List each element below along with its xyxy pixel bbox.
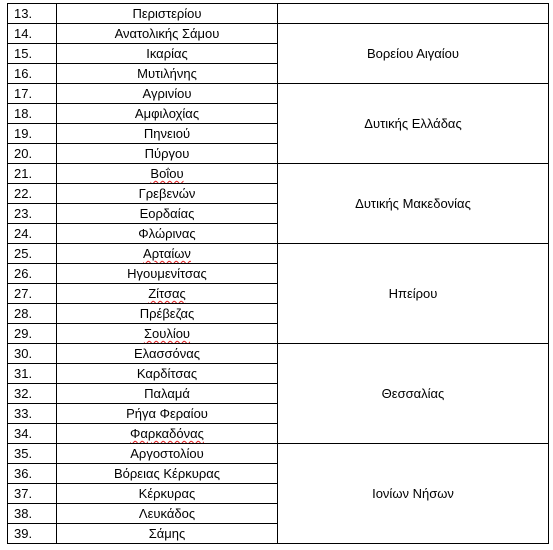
row-number: 37. — [8, 484, 57, 504]
row-name: Αμφιλοχίας — [57, 104, 278, 124]
table-row — [8, 24, 549, 44]
row-name: Αγρινίου — [57, 84, 278, 104]
row-number: 13. — [8, 4, 57, 24]
spellcheck-marked-text: Αρταίων — [143, 246, 191, 261]
row-name: Λευκάδος — [57, 504, 278, 524]
table-row — [8, 444, 549, 464]
row-name — [57, 324, 278, 344]
row-name — [57, 424, 278, 444]
table-row — [8, 244, 549, 264]
row-number: 35. — [8, 444, 57, 464]
row-number: 28. — [8, 304, 57, 324]
row-name: Κέρκυρας — [57, 484, 278, 504]
row-name — [57, 284, 278, 304]
row-number: 26. — [8, 264, 57, 284]
region-cell: Δυτικής Μακεδονίας — [278, 164, 549, 244]
row-name: Καρδίτσας — [57, 364, 278, 384]
row-number: 24. — [8, 224, 57, 244]
table-row — [8, 4, 549, 24]
row-number: 34. — [8, 424, 57, 444]
row-name: Παλαμά — [57, 384, 278, 404]
row-number: 31. — [8, 364, 57, 384]
spellcheck-marked-text: Σουλίου — [143, 326, 191, 341]
row-number: 22. — [8, 184, 57, 204]
region-cell: Ιονίων Νήσων — [278, 444, 549, 544]
row-number: 15. — [8, 44, 57, 64]
row-name: Γρεβενών — [57, 184, 278, 204]
row-number: 30. — [8, 344, 57, 364]
row-number: 19. — [8, 124, 57, 144]
row-name: Ρήγα Φεραίου — [57, 404, 278, 424]
region-cell: Δυτικής Ελλάδας — [278, 84, 549, 164]
row-name: Περιστερίου — [57, 4, 278, 24]
row-name: Φλώρινας — [57, 224, 278, 244]
spellcheck-marked-text: Ζίτσας — [148, 286, 186, 301]
row-name: Μυτιλήνης — [57, 64, 278, 84]
table-row — [8, 164, 549, 184]
row-number: 39. — [8, 524, 57, 544]
table-row — [8, 84, 549, 104]
row-number: 20. — [8, 144, 57, 164]
row-number: 18. — [8, 104, 57, 124]
row-number: 16. — [8, 64, 57, 84]
row-name: Αργοστολίου — [57, 444, 278, 464]
row-name: Σάμης — [57, 524, 278, 544]
row-number: 38. — [8, 504, 57, 524]
spellcheck-marked-text: Βοΐου — [150, 166, 184, 181]
row-name: Ελασσόνας — [57, 344, 278, 364]
row-name: Εορδαίας — [57, 204, 278, 224]
row-name: Πρέβεζας — [57, 304, 278, 324]
region-cell: Βορείου Αιγαίου — [278, 24, 549, 84]
row-name: Πύργου — [57, 144, 278, 164]
row-number: 14. — [8, 24, 57, 44]
row-number: 33. — [8, 404, 57, 424]
regions-table — [7, 3, 549, 544]
table-row — [8, 344, 549, 364]
row-name — [57, 164, 278, 184]
row-number: 32. — [8, 384, 57, 404]
row-number: 27. — [8, 284, 57, 304]
row-number: 36. — [8, 464, 57, 484]
row-name: Ικαρίας — [57, 44, 278, 64]
row-number: 23. — [8, 204, 57, 224]
row-number: 21. — [8, 164, 57, 184]
row-name: Ηγουμενίτσας — [57, 264, 278, 284]
row-number: 25. — [8, 244, 57, 264]
spellcheck-marked-text: Φαρκαδόνας — [130, 426, 204, 441]
region-cell: Θεσσαλίας — [278, 344, 549, 444]
region-cell: Ηπείρου — [278, 244, 549, 344]
row-name: Βόρειας Κέρκυρας — [57, 464, 278, 484]
row-number: 29. — [8, 324, 57, 344]
region-cell-empty — [278, 4, 549, 24]
row-name — [57, 244, 278, 264]
row-name: Πηνειού — [57, 124, 278, 144]
row-number: 17. — [8, 84, 57, 104]
row-name: Ανατολικής Σάμου — [57, 24, 278, 44]
